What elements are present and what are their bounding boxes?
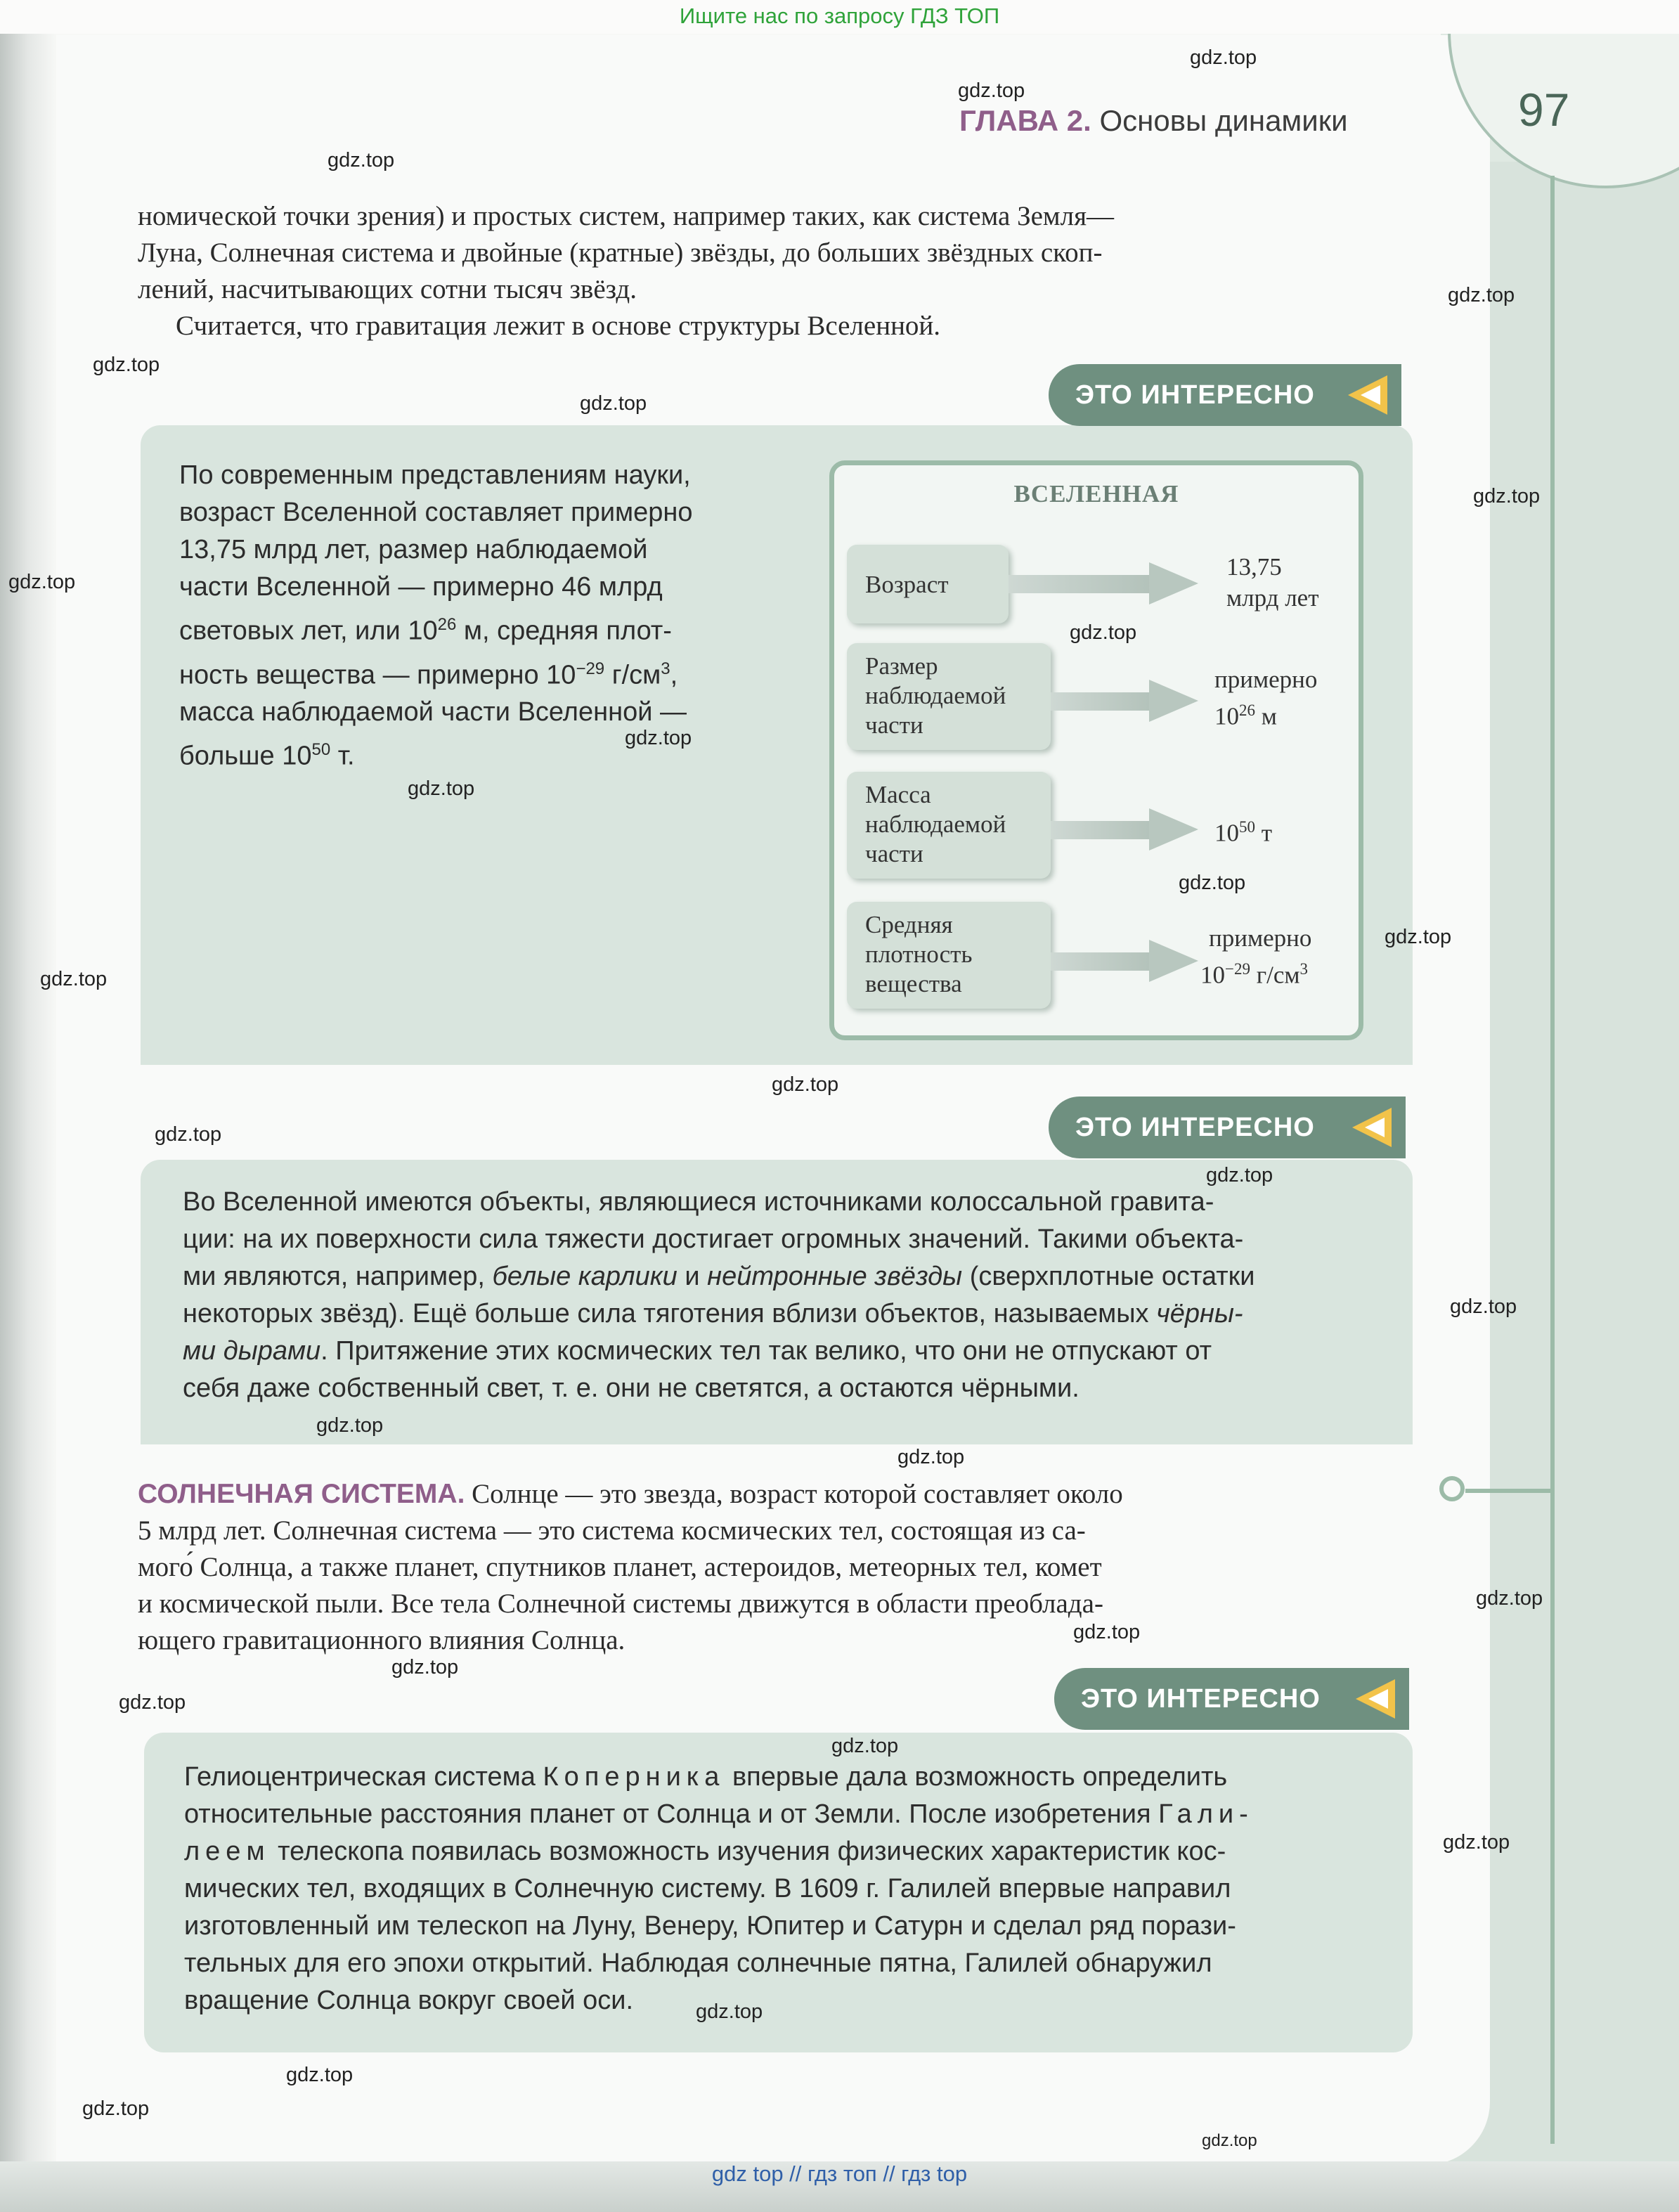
solar-line: 5 млрд лет. Солнечная система — это система космических тел, состоящая из са- bbox=[138, 1515, 1086, 1546]
watermark: gdz.top bbox=[328, 149, 395, 172]
section-connector bbox=[1465, 1489, 1553, 1493]
diagram-label-mass: Масса наблюдаемой части bbox=[847, 772, 1051, 879]
watermark: gdz.top bbox=[1073, 1621, 1141, 1643]
intro-line: Луна, Солнечная система и двойные (кратные) звёзды, до больших звёздных скоп- bbox=[138, 238, 1103, 268]
interest-line: По современным представлениям науки, bbox=[179, 460, 691, 490]
interest-line: вращение Солнца вокруг своей оси. bbox=[184, 1986, 634, 2015]
triangle-icon bbox=[1345, 373, 1390, 418]
interest-line: ность вещества — примерно $10^{-29}$ $г/см^3$, bbox=[179, 659, 678, 690]
interest-ribbon-label: ЭТО ИНТЕРЕСНО bbox=[1075, 1113, 1315, 1142]
gravitation-sentence: Считается, что гравитация лежит в основе структуры Вселенной. bbox=[176, 311, 941, 341]
interest-ribbon-3 bbox=[1054, 1668, 1409, 1730]
section-title-solar: СОЛНЕЧНАЯ СИСТЕМА. bbox=[138, 1479, 465, 1509]
diagram-arrow bbox=[1009, 575, 1153, 593]
watermark: gdz.top bbox=[772, 1073, 839, 1096]
interest-ribbon-2 bbox=[1049, 1097, 1406, 1158]
watermark: gdz.top bbox=[1385, 926, 1452, 948]
interest-line: Гелиоцентрическая система Коперника впервые дала возможность определить bbox=[184, 1762, 1228, 1792]
interest-line: изготовленный им телескоп на Луну, Венеру, Юпитер и Сатурн и сделал ряд порази- bbox=[184, 1911, 1236, 1941]
interest-line: тельных для его эпохи открытий. Наблюдая солнечные пятна, Галилей обнаружил bbox=[184, 1948, 1212, 1978]
watermark: gdz.top bbox=[1190, 46, 1257, 69]
watermark: gdz.top bbox=[625, 727, 692, 749]
interest-line: себя даже собственный свет, т. е. они не светятся, а остаются чёрными. bbox=[183, 1373, 1080, 1403]
solar-line: и космической пыли. Все тела Солнечной системы движутся в области преоблада- bbox=[138, 1589, 1103, 1619]
watermark: gdz.top bbox=[1202, 2131, 1257, 2150]
interest-line: мических тел, входящих в Солнечную систему. В 1609 г. Галилей впервые направил bbox=[184, 1874, 1231, 1903]
watermark: gdz.top bbox=[1448, 284, 1515, 306]
interest-ribbon-1 bbox=[1049, 364, 1401, 426]
watermark: gdz.top bbox=[958, 79, 1025, 102]
diagram-value-age: 13,75 млрд лет bbox=[1226, 553, 1319, 612]
watermark: gdz.top bbox=[1179, 872, 1246, 894]
interest-line: Во Вселенной имеются объекты, являющиеся источниками колоссальной гравита- bbox=[183, 1187, 1214, 1217]
interest-text-3 bbox=[184, 1759, 1372, 2019]
diagram-arrowhead bbox=[1149, 562, 1198, 604]
watermark: gdz.top bbox=[1070, 621, 1137, 644]
solar-line: ющего гравитационного влияния Солнца. bbox=[138, 1625, 625, 1655]
diagram-arrowhead bbox=[1149, 680, 1198, 722]
interest-line: ции: на их поверхности сила тяжести достигает огромных значений. Такими объекта- bbox=[183, 1224, 1244, 1254]
margin-line bbox=[1550, 176, 1555, 2144]
intro-line: лений, насчитывающих сотни тысяч звёзд. bbox=[138, 274, 637, 304]
page-gutter-shadow bbox=[0, 0, 56, 2212]
watermark: gdz.top bbox=[1206, 1164, 1273, 1186]
top-banner[interactable]: Ищите нас по запросу ГДЗ ТОП bbox=[0, 0, 1679, 34]
watermark: gdz.top bbox=[391, 1656, 459, 1679]
solar-line: мого́ Солнца, а также планет, спутников планет, астероидов, метеорных тел, комет bbox=[138, 1552, 1102, 1582]
diagram-value-density: примерно $10^{-29}$ $г/см^3$ bbox=[1200, 924, 1312, 989]
interest-line: леем телескопа появилась возможность изучения физических характеристик кос- bbox=[184, 1837, 1226, 1866]
diagram-arrow bbox=[1051, 952, 1153, 971]
watermark: gdz.top bbox=[696, 2000, 763, 2023]
watermark: gdz.top bbox=[93, 354, 160, 376]
diagram-value-size: примерно $10^{26}$ м bbox=[1214, 666, 1318, 730]
interest-line: больше $10^{50}$ т. bbox=[179, 740, 355, 771]
watermark: gdz.top bbox=[155, 1123, 222, 1146]
watermark: gdz.top bbox=[286, 2064, 354, 2086]
diagram-label-age: Возраст bbox=[847, 545, 1009, 623]
watermark: gdz.top bbox=[316, 1414, 384, 1437]
interest-line: части Вселенной — примерно 46 млрд bbox=[179, 572, 663, 602]
diagram-arrow bbox=[1051, 692, 1153, 711]
watermark: gdz.top bbox=[580, 392, 647, 415]
chapter-label: ГЛАВА 2. bbox=[959, 104, 1091, 137]
diagram-arrowhead bbox=[1149, 940, 1198, 982]
interest-line: ми являются, например, белые карлики и нейтронные звёзды (сверхплотные остатки bbox=[183, 1262, 1255, 1291]
watermark: gdz.top bbox=[1473, 485, 1541, 507]
watermark: gdz.top bbox=[897, 1446, 965, 1468]
chapter-title: Основы динамики bbox=[1099, 104, 1348, 137]
watermark: gdz.top bbox=[119, 1691, 186, 1714]
watermark: gdz.top bbox=[40, 968, 108, 990]
interest-line: относительные расстояния планет от Солнца и от Земли. После изобретения Гали- bbox=[184, 1799, 1254, 1829]
watermark: gdz.top bbox=[1443, 1831, 1510, 1854]
solar-line: СОЛНЕЧНАЯ СИСТЕМА. Солнце — это звезда, возраст которой составляет около bbox=[138, 1479, 1123, 1509]
diagram-arrow bbox=[1051, 821, 1153, 839]
interest-line: 13,75 млрд лет, размер наблюдаемой bbox=[179, 535, 648, 564]
diagram-value-mass: $10^{50}$ т bbox=[1214, 818, 1273, 847]
interest-line: возраст Вселенной составляет примерно bbox=[179, 498, 693, 527]
diagram-title: ВСЕЛЕННАЯ bbox=[1013, 480, 1179, 507]
diagram-label-size: Размер наблюдаемой части bbox=[847, 643, 1051, 750]
chapter-heading bbox=[959, 104, 1348, 138]
watermark: gdz.top bbox=[1476, 1587, 1543, 1610]
bottom-banner[interactable]: gdz top // гдз топ // гдз top bbox=[711, 2161, 968, 2186]
watermark: gdz.top bbox=[8, 571, 76, 593]
diagram-arrowhead bbox=[1149, 808, 1198, 850]
interest-line: масса наблюдаемой части Вселенной — bbox=[179, 697, 687, 727]
intro-line: номической точки зрения) и простых систем, например таких, как система Земля— bbox=[138, 201, 1115, 231]
page-number: 97 bbox=[1518, 84, 1570, 136]
interest-line: ми дырами. Притяжение этих космических тел так велико, что они не отпускают от bbox=[183, 1336, 1212, 1366]
watermark: gdz.top bbox=[408, 777, 475, 800]
interest-line: световых лет, или $10^{26}$ м, средняя плот- bbox=[179, 615, 672, 646]
section-marker-ring bbox=[1439, 1476, 1465, 1501]
watermark: gdz.top bbox=[831, 1735, 899, 1757]
interest-line: некоторых звёзд). Ещё больше сила тяготения вблизи объектов, называемых чёрны- bbox=[183, 1299, 1243, 1328]
watermark: gdz.top bbox=[1450, 1295, 1517, 1318]
interest-text-2 bbox=[183, 1184, 1370, 1407]
interest-ribbon-label: ЭТО ИНТЕРЕСНО bbox=[1075, 380, 1315, 410]
watermark: gdz.top bbox=[82, 2097, 150, 2120]
diagram-label-density: Средняя плотность вещества bbox=[847, 902, 1051, 1009]
triangle-icon bbox=[1353, 1676, 1398, 1721]
interest-ribbon-label: ЭТО ИНТЕРЕСНО bbox=[1081, 1684, 1321, 1714]
triangle-icon bbox=[1349, 1105, 1394, 1150]
